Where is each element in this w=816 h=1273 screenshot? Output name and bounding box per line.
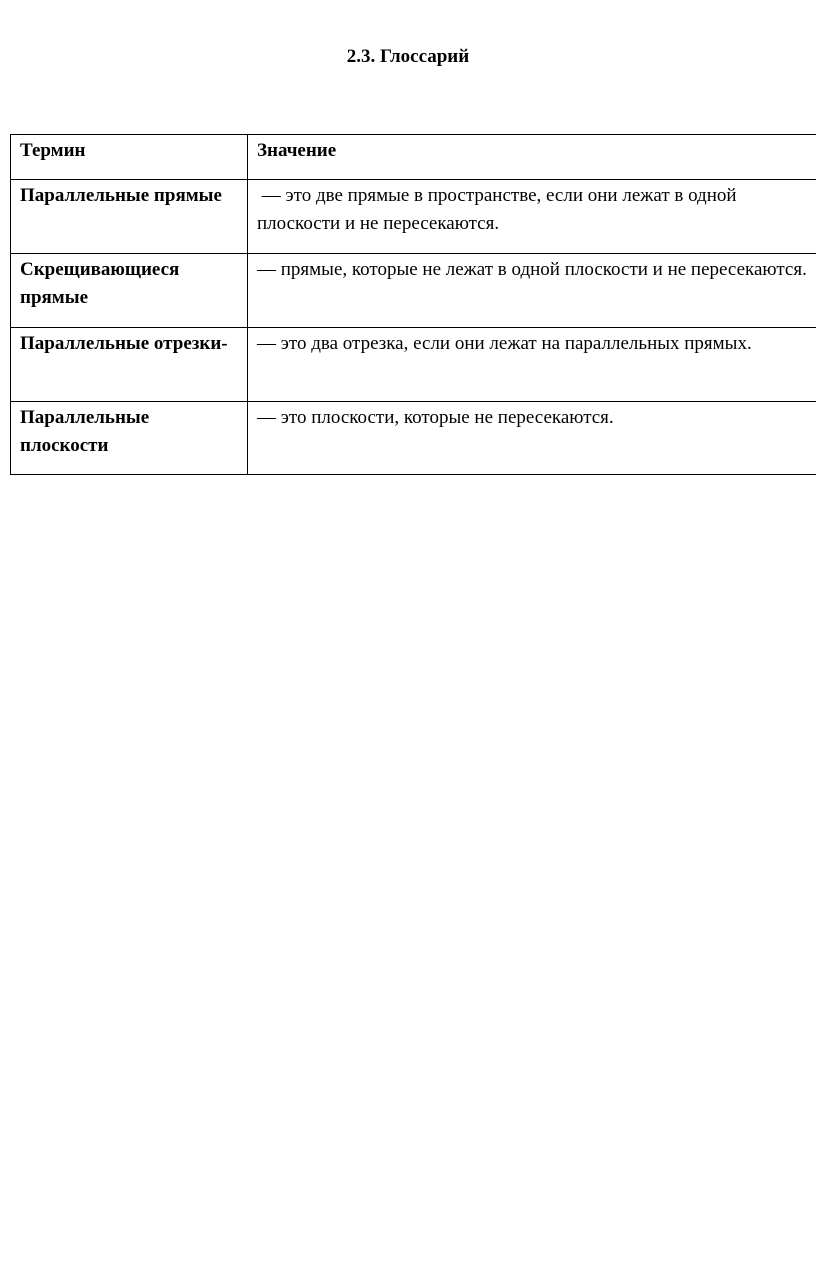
table-row (11, 254, 816, 328)
table-row (11, 328, 816, 402)
column-header-term: Термин (11, 135, 248, 180)
page-title: 2.3. Глоссарий (346, 46, 470, 67)
term-cell: Скрещивающиеся прямые (11, 254, 248, 328)
term-cell: Параллельные прямые (11, 180, 248, 254)
table-row (11, 180, 816, 254)
definition-cell: — прямые, которые не лежат в одной плоскости и не пересекаются. (248, 254, 816, 328)
term-cell: Параллельные плоскости (11, 402, 248, 475)
definition-cell: — это плоскости, которые не пересекаются. (248, 402, 816, 475)
table-header-row (11, 135, 816, 180)
table-row (11, 402, 816, 475)
glossary-table (10, 134, 816, 475)
definition-cell: — это два отрезка, если они лежат на параллельных прямых. (248, 328, 816, 402)
column-header-definition: Значение (248, 135, 816, 180)
definition-cell: — это две прямые в пространстве, если они лежат в одной плоскости и не пересекаются. (248, 180, 816, 254)
term-cell: Параллельные отрезки- (11, 328, 248, 402)
